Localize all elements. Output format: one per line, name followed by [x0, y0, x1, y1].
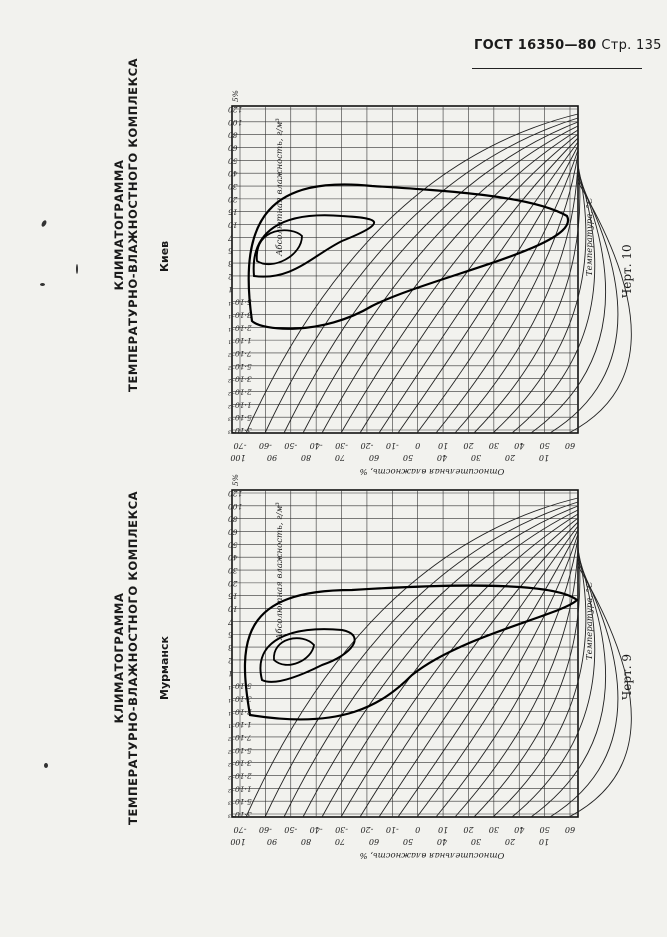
temp-tick-label: 0 — [415, 441, 421, 450]
murmansk-title — [112, 491, 140, 825]
rel-tick-label: 80 — [300, 453, 312, 462]
abs-tick-label: 7·10⁻² — [228, 348, 252, 358]
abs-tick-label: 5 — [228, 246, 233, 256]
rel-tick-label: 10 — [538, 453, 550, 462]
kiev-climatogram — [180, 88, 600, 476]
abs-tick-label: 10 — [228, 604, 238, 614]
rel-tick-label: 90 — [266, 837, 278, 846]
header-rule — [472, 68, 642, 69]
abs-tick-label: 120 — [228, 489, 243, 498]
abs-tick-label: 100 — [228, 117, 243, 127]
abs-tick-label: 50 — [228, 540, 238, 550]
abs-tick-label: 3·10⁻² — [228, 374, 252, 384]
temp-tick-label: -40 — [309, 441, 323, 450]
temp-tick-label: -50 — [284, 441, 298, 450]
abs-tick-label: 2 — [228, 271, 233, 281]
rel-humidity-curve — [341, 134, 578, 433]
rel-tick-label: 30 — [470, 453, 482, 462]
abs-tick-label: 40 — [228, 553, 238, 563]
abs-tick-label: 2 — [228, 655, 233, 665]
abs-tick-label: 1 — [228, 284, 233, 294]
temp-tick-label: 20 — [463, 825, 474, 834]
rel-axis-label: Относительная влажность, % — [359, 466, 505, 476]
abs-tick-label: 3·10⁻² — [228, 758, 252, 768]
rel-tick-label: 100 — [230, 453, 246, 462]
scan-speck — [40, 283, 45, 286]
temp-tick-label: -50 — [284, 825, 298, 834]
temp-tick-label: -70 — [233, 441, 247, 450]
abs-tick-label: 50 — [228, 156, 238, 166]
kiev-title-line1: КЛИМАТОГРАММА — [112, 159, 126, 291]
abs-axis-label: Абсолютная влажность, г/м³ — [275, 118, 285, 256]
abs-tick-label: 80 — [228, 514, 238, 524]
rel-humidity-curve — [493, 550, 586, 817]
abs-tick-label: 30 — [228, 182, 238, 192]
rel-humidity-curve — [360, 522, 578, 817]
temp-tick-label: 30 — [488, 825, 499, 834]
temp-tick-label: 60 — [564, 825, 576, 834]
rel-5pct-label: 5% — [231, 90, 240, 102]
abs-tick-label: 3 — [228, 259, 233, 269]
rel-humidity-curve — [265, 502, 578, 817]
temp-tick-label: 10 — [437, 441, 449, 450]
temp-tick-label: 40 — [514, 825, 525, 834]
abs-tick-label: 3·10⁻³ — [228, 426, 252, 435]
abs-tick-label: 60 — [228, 527, 238, 537]
temp-tick-label: 30 — [488, 441, 499, 450]
temp-tick-label: 20 — [463, 441, 474, 450]
rel-tick-label: 10 — [538, 837, 550, 846]
temp-tick-label: 60 — [564, 441, 576, 450]
murmansk-title-line2: ТЕМПЕРАТУРНО-ВЛАЖНОСТНОГО КОМПЛЕКСА — [126, 490, 140, 825]
murmansk-caption: Черт. 9 — [620, 654, 634, 700]
abs-tick-label: 40 — [228, 169, 238, 179]
abs-tick-label: 2·10⁻¹ — [228, 707, 252, 717]
murmansk-title-line1: КЛИМАТОГРАММА — [112, 592, 126, 724]
rel-tick-label: 20 — [504, 837, 516, 846]
rel-humidity-curve — [550, 562, 618, 817]
abs-tick-label: 5·10⁻³ — [228, 797, 252, 807]
abs-tick-label: 3 — [228, 643, 233, 653]
abs-tick-label: 120 — [228, 105, 243, 114]
abs-tick-label: 2·10⁻² — [228, 771, 252, 781]
abs-tick-label: 1·10⁻² — [228, 784, 252, 794]
abs-tick-label: 2·10⁻¹ — [228, 323, 252, 333]
rel-5pct-label: 5% — [231, 474, 240, 486]
abs-tick-label: 15 — [228, 591, 238, 601]
temp-axis-label: Температура, °С — [585, 581, 595, 660]
temp-tick-label: 50 — [539, 441, 550, 450]
abs-tick-label: 1·10⁻¹ — [228, 720, 252, 730]
temp-tick-label: 50 — [539, 825, 550, 834]
abs-tick-label: 5·10⁻¹ — [228, 297, 252, 307]
rel-tick-label: 80 — [300, 837, 312, 846]
abs-tick-label: 5·10⁻² — [228, 745, 252, 755]
rel-tick-label: 50 — [402, 837, 414, 846]
climatogram-core-contour — [274, 638, 314, 665]
kiev-title — [112, 58, 140, 392]
climatogram-outer-contour — [249, 185, 568, 329]
kiev-city: Киев — [158, 240, 171, 272]
rel-tick-label: 70 — [334, 837, 346, 846]
rel-humidity-curve — [246, 114, 578, 433]
rel-tick-label: 40 — [436, 837, 448, 846]
temp-tick-label: -20 — [360, 441, 374, 450]
scan-speck — [41, 219, 48, 227]
abs-tick-label: 7 — [228, 233, 233, 243]
climatogram-outer-contour — [245, 586, 577, 720]
temp-axis-label: Температура, °С — [585, 197, 595, 276]
rel-tick-label: 20 — [504, 453, 516, 462]
kiev-title-line2: ТЕМПЕРАТУРНО-ВЛАЖНОСТНОГО КОМПЛЕКСА — [126, 57, 140, 392]
page-number: Стр. 135 — [601, 38, 662, 53]
rel-tick-label: 60 — [368, 837, 380, 846]
abs-tick-label: 3·10⁻¹ — [228, 694, 252, 704]
temp-tick-label: -40 — [309, 825, 323, 834]
rel-humidity-curve — [379, 142, 578, 433]
rel-humidity-curve — [341, 518, 578, 817]
rel-humidity-curve — [360, 138, 578, 433]
abs-tick-label: 7 — [228, 617, 233, 627]
temp-tick-label: 40 — [514, 441, 525, 450]
scan-speck — [76, 264, 78, 274]
murmansk-city: Мурманск — [158, 636, 171, 700]
abs-tick-label: 5·10⁻¹ — [228, 681, 252, 691]
standard-number: ГОСТ 16350—80 — [474, 38, 597, 53]
abs-tick-label: 80 — [228, 130, 238, 140]
temp-tick-label: -60 — [258, 441, 272, 450]
scan-speck — [44, 763, 48, 768]
rel-humidity-curve — [246, 498, 578, 817]
rel-tick-label: 100 — [230, 837, 246, 846]
abs-tick-label: 3·10⁻³ — [228, 810, 252, 819]
abs-tick-label: 30 — [228, 566, 238, 576]
rel-tick-label: 60 — [368, 453, 380, 462]
rel-axis-label: Относительная влажность, % — [359, 850, 505, 860]
temp-tick-label: 10 — [437, 825, 449, 834]
page-header — [474, 38, 662, 53]
abs-tick-label: 7·10⁻² — [228, 732, 252, 742]
rel-tick-label: 50 — [402, 453, 414, 462]
temp-tick-label: 0 — [415, 825, 421, 834]
abs-tick-label: 20 — [228, 578, 238, 588]
abs-axis-label: Абсолютная влажность, г/м³ — [275, 502, 285, 640]
temp-tick-label: -30 — [335, 825, 348, 834]
temp-tick-label: -10 — [385, 825, 399, 834]
rel-tick-label: 40 — [436, 453, 448, 462]
rel-humidity-curve — [265, 118, 578, 433]
rel-tick-label: 90 — [266, 453, 278, 462]
abs-tick-label: 15 — [228, 207, 238, 217]
abs-tick-label: 5·10⁻² — [228, 361, 252, 371]
abs-tick-label: 1·10⁻² — [228, 400, 252, 410]
kiev-caption: Черт. 10 — [620, 244, 634, 298]
abs-tick-label: 100 — [228, 501, 243, 511]
temp-tick-label: -10 — [385, 441, 399, 450]
temp-tick-label: -60 — [258, 825, 272, 834]
abs-tick-label: 20 — [228, 194, 238, 204]
rel-humidity-curve — [379, 526, 578, 817]
abs-tick-label: 5 — [228, 630, 233, 640]
abs-tick-label: 10 — [228, 220, 238, 230]
abs-tick-label: 3·10⁻¹ — [228, 310, 252, 320]
temp-tick-label: -70 — [233, 825, 247, 834]
rel-humidity-curve — [550, 178, 618, 433]
rel-tick-label: 30 — [470, 837, 482, 846]
murmansk-climatogram — [180, 472, 600, 862]
abs-tick-label: 60 — [228, 143, 238, 153]
temp-tick-label: -30 — [335, 441, 348, 450]
temp-tick-label: -20 — [360, 825, 374, 834]
abs-tick-label: 2·10⁻² — [228, 387, 252, 397]
abs-tick-label: 5·10⁻³ — [228, 413, 252, 423]
rel-tick-label: 70 — [334, 453, 346, 462]
abs-tick-label: 1 — [228, 668, 233, 678]
abs-tick-label: 1·10⁻¹ — [228, 336, 252, 346]
